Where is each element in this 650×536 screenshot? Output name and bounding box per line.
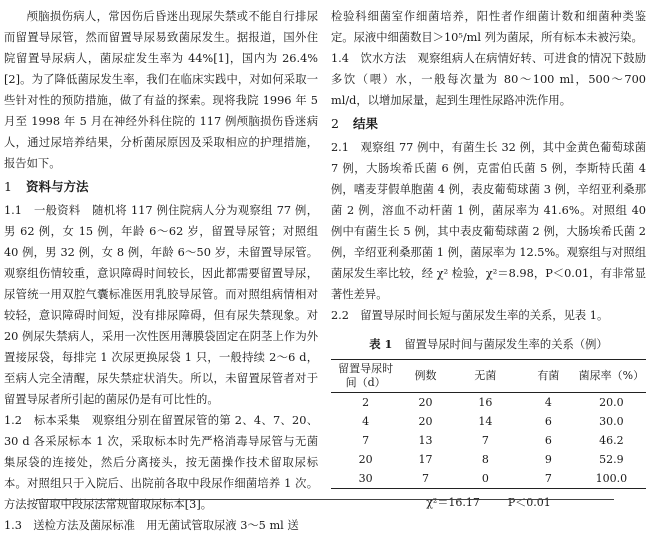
table-cell: 9 [544, 453, 552, 466]
header-bacteria: 有菌 [520, 360, 577, 393]
subsection-2-1: 2.1 观察组 77 例中，有菌生长 32 例，其中金黄色葡萄球菌 7 例，大肠埃希氏菌 6 例，克雷伯氏菌 5 例，李斯特氏菌 4 例，嗜麦芽假单胞菌 4 例，表皮葡萄球菌 3 例，辛绍亚利桑那菌 2 例，溶血不动杆菌 1 例，菌尿率为 41.6%。对照组 40 例中有菌生长 5 例，其中表皮葡萄球菌 2 例，大肠埃希氏菌 2 例，辛绍亚利桑那菌 1 例，菌尿率为 12.5%。观察组与对照组菌尿发生率比较，经 χ² 检验，χ²＝8.98，P＜0.01，有非常显著性差异。 [331, 141, 646, 301]
table-cell: 46.2 [599, 434, 624, 447]
section-1-title: 资料与方法 [25, 179, 89, 194]
section-2-title: 结果 [352, 116, 378, 131]
section-2-heading [331, 111, 646, 137]
table-cell: 7 [400, 469, 450, 489]
table-cell: 4 [544, 396, 552, 409]
header-no-bacteria: 无菌 [451, 360, 520, 393]
header-rate: 菌尿率（%） [577, 360, 646, 393]
table-cell: 14 [478, 415, 493, 428]
subsection-1-2: 1.2 标本采集 观察组分别在留置尿管的第 2、4、7、20、30 d 各采尿标本 1 次，采取标本时先严格消毒导尿管与无菌集尿袋的连接处，然后分离接头，按无菌操作技术留取尿标本。对照组只于入院后、出院前各取中段尿作细菌培养 1 次。方法按留取中段尿法常规留取尿标本[3]。 [4, 414, 318, 511]
footer-rule [36, 499, 614, 500]
intro-paragraph: 颅脑损伤病人，常因伤后昏迷出现尿失禁或不能自行排尿而留置导尿管，然而留置导尿易致菌尿发生。据报道，国外住院留置导尿病人，菌尿症发生率为 44%[1]，国内为 26.4%[2]。为了降低菌尿发生率，我们在临床实践中，对如何采取一些针对性的预防措施，做了有益的探索。现将我院 1996 年 5 月至 1998 年 5 月在神经外科住院的 117 例颅脑损伤昏迷病人，通过尿培养结果，分析菌尿原因及采取相应的护理措施，报告如下。 [4, 10, 318, 170]
table-row [331, 393, 646, 413]
table-caption [331, 334, 646, 355]
table-cell: 13 [418, 434, 433, 447]
table-cell: 100.0 [577, 469, 646, 489]
table-cell: 17 [418, 453, 433, 466]
table-cell: 7 [520, 469, 577, 489]
p-value: P＜0.01 [507, 496, 551, 509]
table-label: 表 1 [369, 337, 393, 351]
table-statistics [331, 492, 646, 513]
table-cell: 4 [362, 415, 370, 428]
table-cell: 2 [362, 396, 370, 409]
subsection-2-2: 2.2 留置导尿时间长短与菌尿发生率的关系，见表 1。 [331, 309, 609, 322]
table-row [331, 412, 646, 431]
section-1-number: 1 [4, 179, 12, 194]
subsection-1-3-continued: 检验科细菌室作细菌培养，阳性者作细菌计数和细菌种类鉴定。尿液中细菌数目＞10⁵/ml 列为菌尿，所有标本未被污染。 [331, 10, 646, 44]
subsection-1-4: 1.4 饮水方法 观察组病人在病情好转、可进食的情况下鼓励多饮（喂）水，一般每次量为 80～100 ml，500～700 ml/d，以增加尿量，起到生理性尿路冲洗作用。 [331, 52, 646, 107]
table-cell: 8 [481, 453, 489, 466]
table-title: 留置导尿时间与菌尿发生率的关系（例） [404, 338, 608, 351]
table-cell: 0 [451, 469, 520, 489]
section-1-heading [4, 174, 318, 200]
table-cell: 52.9 [599, 453, 624, 466]
table-cell: 20 [418, 415, 433, 428]
table-cell: 6 [544, 415, 552, 428]
table-row [331, 450, 646, 469]
table-row [331, 431, 646, 450]
header-duration: 留置导尿时间（d） [331, 360, 400, 393]
subsection-1-1: 1.1 一般资料 随机将 117 例住院病人分为观察组 77 例，男 62 例，女 15 例，年龄 6～62 岁，留置导尿管；对照组 40 例，男 32 例，女 8 例，年龄 6～50 岁，未留置导尿管。观察组伤情较重，意识障碍时间较长，因此都需要留置导尿，尿管统一用双腔气囊标准医用乳胶导尿管。而对照组病情相对较轻，意识障碍时间短，没有排尿障碍，但有尿失禁现象。对 20 例尿失禁病人，采用一次性医用薄膜袋固定在阴茎上作为外置接尿袋，每排完 1 次尿更换尿袋 1 只，一般持续 2～6 d，至病人完全清醒，尿失禁症状消失。所以，未留置尿管者对于留置导尿者所引起的菌尿仍是有可比性的。 [4, 204, 318, 406]
data-table [331, 359, 646, 489]
subsection-1-3: 1.3 送检方法及菌尿标准 用无菌试管取尿液 3～5 ml 送 [4, 519, 299, 532]
table-cell: 7 [362, 434, 370, 447]
chi-square-value: χ²＝16.17 [426, 496, 480, 509]
table-cell: 30.0 [599, 415, 624, 428]
table-cell: 6 [544, 434, 552, 447]
right-column [331, 6, 646, 513]
table-cell: 30 [331, 469, 400, 489]
left-column [4, 6, 318, 536]
table-cell: 16 [478, 396, 493, 409]
header-cases: 例数 [400, 360, 450, 393]
table-header-row [331, 360, 646, 393]
section-2-number: 2 [331, 116, 339, 131]
table-cell: 20 [418, 396, 433, 409]
table-cell: 20 [358, 453, 373, 466]
table-row [331, 469, 646, 489]
table-cell: 20.0 [599, 396, 624, 409]
table-cell: 7 [481, 434, 489, 447]
